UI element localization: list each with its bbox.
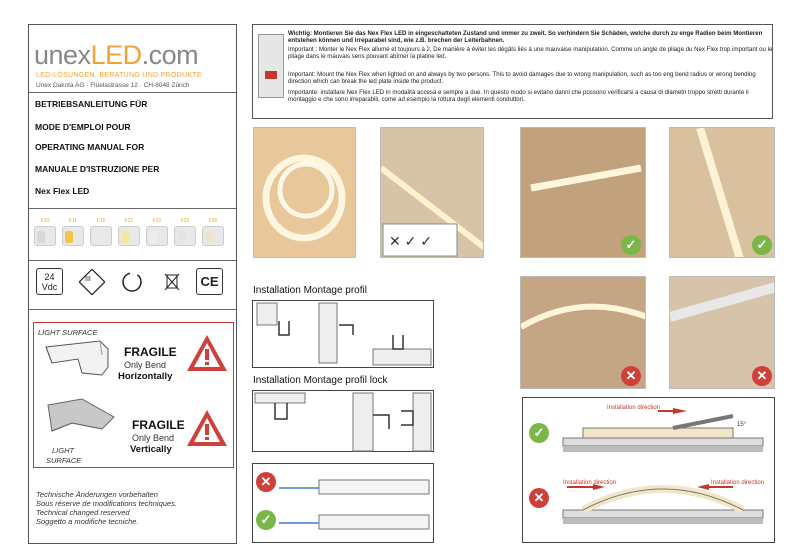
- logo-unex: unex: [34, 40, 91, 70]
- warning-it: Importante: installare Nex Flex LED in modalità accesa e sempre a due. In questo modo si evitano danni che possono verificarsi a causa di diametri troppo stretti durante il montaggio e che sono irreparabili, come ad esempio la rottura degli elementi conduttori.: [288, 89, 749, 104]
- brand-logo: [34, 40, 198, 71]
- fragile-title-2: FRAGILE: [132, 418, 185, 432]
- photo-two-person-install: [380, 127, 484, 258]
- profil-lock-diagram: [252, 390, 434, 452]
- switch-illustration: [258, 34, 284, 98]
- bend-direction-2: Vertically: [130, 444, 172, 455]
- title-fr: MODE D'EMPLOI POUR: [35, 122, 131, 132]
- swatch-label: F10: [40, 218, 50, 224]
- color-swatch: [90, 226, 112, 246]
- strip-vertical-illustration: [42, 395, 122, 445]
- swatch-label: F26: [208, 218, 218, 224]
- title-en: OPERATING MANUAL FOR: [35, 142, 145, 152]
- light-surface-label: LIGHT SURFACE: [38, 328, 98, 337]
- color-swatch: [62, 226, 84, 246]
- bend-direction-1: Horizontally: [118, 371, 173, 382]
- photo-coiled-strip: [253, 127, 356, 258]
- divider: [29, 260, 236, 261]
- profil-diagram: [252, 300, 434, 368]
- class-label: III: [85, 276, 91, 283]
- cross-icon: ✕: [529, 488, 549, 508]
- warning-fr: Important : Monter le Nex Flex allumé et toujours à 2. De manière à éviter les dégâts liés à une mauvaise manipulation. Comme un angle de pliage du Nex Flex trop important ou le pliage dans le mauvais sens pouvant abîmer la platine led.: [288, 46, 773, 61]
- color-swatch: [202, 226, 224, 246]
- swatch-label: F21: [124, 218, 134, 224]
- color-swatch: [34, 226, 56, 246]
- check-icon: ✓: [752, 235, 772, 255]
- class-iii-icon: [78, 268, 105, 295]
- led-bulb-icon: [93, 231, 101, 243]
- installation-direction-diagram: [522, 397, 775, 543]
- divider: [29, 208, 236, 209]
- title-de: BETRIEBSANLEITUNG FÜR: [35, 99, 148, 109]
- led-bulb-icon: [177, 231, 185, 243]
- photo-hands-bending-correct: [520, 127, 646, 258]
- warning-de: Wichtig: Montieren Sie das Nex Flex LED in eingeschalteten Zustand und immer zu zweit. So verhindern Sie Schäden, welche durch zu enge Radien beim Montieren entstehen können und irreparabel sind, wie z.B. brechen der Leiterbahnen.: [288, 30, 763, 45]
- photo-hands-vertical-wrong: [669, 276, 775, 389]
- cross-icon: ✕: [256, 472, 276, 492]
- swatch-label: F23: [180, 218, 190, 224]
- logo-led: LED: [90, 40, 142, 70]
- voltage-unit: Vdc: [41, 281, 58, 292]
- installation-direction-label: Installation direction: [607, 405, 661, 411]
- swatch-label: F22: [152, 218, 162, 224]
- divider: [29, 92, 236, 93]
- swatch-label: F11: [68, 218, 78, 224]
- footer-it: Soggetto a modifiche tecniche.: [36, 517, 139, 526]
- warning-triangle-icon: [185, 333, 229, 373]
- brand-tagline: LED-LÖSUNGEN, BERATUNG UND PRODUKTE: [36, 72, 202, 79]
- installation-direction-label: Installation direction: [711, 480, 765, 486]
- title-product: Nex Flex LED: [35, 186, 90, 196]
- brand-address: Unex Dakota AG · Flüelastrasse 12 · CH-8048 Zürich: [36, 82, 190, 89]
- section-profil-lock-title: Installation Montage profil lock: [253, 375, 388, 386]
- color-swatch: [146, 226, 168, 246]
- strip-horizontal-illustration: [38, 335, 118, 385]
- warning-en: Important: Mount the Nex Flex when lighted on and always by two persons. This to avoid damages due to wrong manipulation, such as too eng bend radius or wrong bending direction which can break the led plate inside the product.: [288, 71, 756, 86]
- logo-com: .com: [141, 40, 199, 70]
- cross-icon: ✕: [621, 366, 641, 386]
- footer-fr: Sous réserve de modifications techniques.: [36, 499, 177, 508]
- ce-mark: CE: [196, 268, 223, 295]
- angle-label: 15°: [737, 422, 747, 428]
- light-surface-bottom-2: SURFACE: [46, 456, 82, 465]
- light-surface-bottom-1: LIGHT: [52, 446, 75, 455]
- led-bulb-icon: [121, 231, 129, 243]
- section-profil-title: Installation Montage profil: [253, 285, 367, 296]
- check-icon: ✓: [529, 423, 549, 443]
- warning-triangle-icon: [185, 408, 229, 448]
- cross-icon: ✕: [752, 366, 772, 386]
- photo-hands-vertical-correct: [669, 127, 775, 258]
- fragile-title-1: FRAGILE: [124, 345, 177, 359]
- color-swatch: [174, 226, 196, 246]
- led-bulb-icon: [37, 231, 45, 243]
- connector-diagram: [252, 463, 434, 543]
- weee-bin-icon: [158, 268, 185, 295]
- check-icon: ✓: [621, 235, 641, 255]
- only-bend-2: Only Bend: [132, 433, 175, 443]
- dimmable-icon: [118, 268, 145, 295]
- only-bend-1: Only Bend: [124, 360, 167, 370]
- svg-text:✕ ✓ ✓: ✕ ✓ ✓: [389, 233, 432, 249]
- led-bulb-icon: [65, 231, 73, 243]
- led-bulb-icon: [149, 231, 157, 243]
- footer-de: Technische Änderungen vorbehalten: [36, 490, 158, 499]
- installation-direction-label: Installation direction: [563, 480, 617, 486]
- footer-en: Technical changed reserved: [36, 508, 130, 517]
- title-it: MANUALE D'ISTRUZIONE PER: [35, 164, 160, 174]
- voltage-value: 24: [44, 271, 55, 282]
- voltage-symbol: [36, 268, 63, 295]
- color-swatch: [118, 226, 140, 246]
- check-icon: ✓: [256, 510, 276, 530]
- divider: [29, 309, 236, 310]
- swatch-label: F15: [96, 218, 106, 224]
- photo-hands-bending-wrong: [520, 276, 646, 389]
- led-bulb-icon: [205, 231, 213, 243]
